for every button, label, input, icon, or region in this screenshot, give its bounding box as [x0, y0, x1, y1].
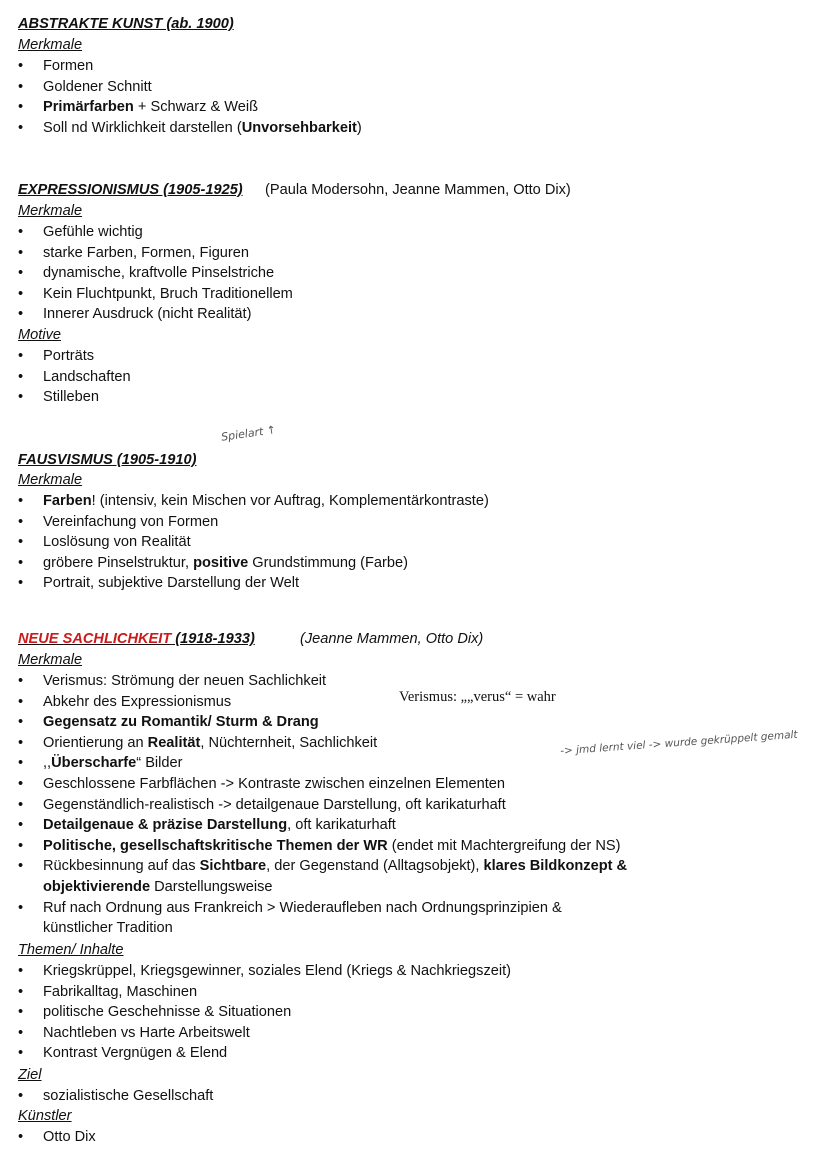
bullet-icon: •	[18, 58, 24, 74]
text-run: + Schwarz & Weiß	[133, 99, 259, 116]
bullet-icon: •	[18, 119, 24, 136]
subheading-ziel: Ziel	[18, 1067, 42, 1083]
text-run: , der Gegenstand (Alltagsobjekt),	[266, 858, 484, 875]
bullet-icon: •	[18, 1045, 24, 1062]
text-run: Orientierung an	[43, 734, 148, 751]
bullet-icon: •	[18, 513, 24, 530]
bullet-icon: •	[18, 306, 24, 323]
bullet-icon: •	[18, 534, 24, 551]
section-title-abstrakte-kunst: ABSTRAKTE KUNST (ab. 1900)	[18, 16, 234, 32]
list-item-text	[43, 77, 152, 97]
list-item-text	[43, 795, 506, 815]
bullet-icon: •	[18, 796, 24, 813]
list-item-text: Kriegskrüppel, Kriegsgewinner, soziales Elend (Kriegs & Nachkriegszeit)	[43, 963, 512, 979]
list-item-text: Stilleben	[43, 389, 99, 406]
text-run: ! (intensiv, kein Mischen vor Auftrag, Komplementärkontraste)	[91, 493, 489, 509]
list-item-text	[43, 856, 627, 876]
list-item-text	[43, 733, 377, 753]
title-years: (1918-1933)	[171, 631, 255, 647]
artists-expressionismus: (Paula Modersohn, Jeanne Mammen, Otto Dix)	[265, 182, 571, 198]
bullet-icon: •	[18, 899, 24, 916]
text-run: ,,	[43, 755, 52, 772]
bullet-icon: •	[18, 734, 24, 751]
text-run: , oft karikaturhaft	[287, 817, 396, 834]
bold-text: positive	[193, 554, 249, 571]
list-item-text	[43, 898, 562, 918]
subheading-merkmale: Merkmale	[18, 652, 83, 668]
bullet-icon: •	[18, 776, 24, 792]
bullet-icon: •	[18, 368, 24, 385]
list-item-text: Kein Fluchtpunkt, Bruch Traditionellem	[43, 285, 293, 302]
bullet-icon: •	[18, 265, 24, 282]
list-item-text	[43, 671, 326, 691]
text-run: Loslösung von Realität	[43, 534, 191, 551]
list-item-text: Nachtleben vs Harte Arbeitswelt	[43, 1024, 250, 1041]
list-item-text: Gefühle wichtig	[43, 224, 143, 240]
bullet-icon: •	[18, 1004, 24, 1021]
section-title-fauvismus: FAUSVISMUS (1905-1910)	[18, 452, 197, 468]
list-item-text	[43, 836, 620, 856]
subheading-motive: Motive	[18, 327, 61, 343]
bullet-icon: •	[18, 673, 24, 689]
list-item-text	[43, 512, 218, 532]
list-item-text	[43, 532, 191, 552]
bullet-icon: •	[18, 554, 24, 571]
text-run: Goldener Schnitt	[43, 78, 152, 95]
list-item-text	[43, 97, 258, 117]
text-run: gröbere Pinselstruktur,	[43, 554, 194, 571]
text-run: Soll nd Wirklichkeit darstellen (	[43, 119, 242, 136]
artists-neue-sachlichkeit: (Jeanne Mammen, Otto Dix)	[300, 631, 484, 647]
list-item-text: Otto Dix	[43, 1129, 96, 1145]
text-run: Ruf nach Ordnung aus Frankreich > Wiederaufleben nach Ordnungsprinzipien &	[43, 899, 562, 916]
list-item-text: Kontrast Vergnügen & Elend	[43, 1045, 228, 1062]
list-item-text: Landschaften	[43, 368, 131, 385]
bullet-icon: •	[18, 714, 24, 731]
bullet-icon: •	[18, 1088, 24, 1104]
bold-text: objektivierende	[43, 879, 151, 895]
list-item-text	[43, 491, 489, 511]
list-item-text: dynamische, kraftvolle Pinselstriche	[43, 265, 275, 282]
list-item-text: Innerer Ausdruck (nicht Realität)	[43, 306, 252, 323]
subheading-merkmale: Merkmale	[18, 472, 83, 488]
bullet-icon: •	[18, 963, 24, 979]
bullet-icon: •	[18, 983, 24, 1000]
verismus-note: Verismus: „„verus“ = wahr	[399, 689, 556, 705]
bold-text: Detailgenaue & präzise Darstellung	[43, 817, 288, 834]
subheading-merkmale: Merkmale	[18, 37, 83, 53]
bold-text: Unvorsehbarkeit	[241, 119, 357, 136]
bullet-icon: •	[18, 348, 24, 364]
text-run: Portrait, subjektive Darstellung der Welt	[43, 575, 300, 592]
list-item-text	[43, 753, 183, 773]
bullet-icon: •	[18, 99, 24, 116]
text-run: Abkehr des Expressionismus	[43, 693, 232, 710]
section-title-neue-sachlichkeit	[18, 629, 255, 649]
text-run: Verismus: Strömung der neuen Sachlichkeit	[43, 673, 327, 689]
text-run: Rückbesinnung auf das	[43, 858, 200, 875]
text-run: Gegenständlich-realistisch -> detailgenaue Darstellung, oft karikaturhaft	[43, 796, 506, 813]
text-run: Geschlossene Farbflächen -> Kontraste zwischen einzelnen Elementen	[43, 776, 505, 792]
text-run: Darstellungsweise	[150, 879, 273, 895]
list-item-text	[43, 118, 362, 138]
list-item-text	[43, 56, 93, 76]
list-item-text: Fabrikalltag, Maschinen	[43, 983, 198, 1000]
section-title-expressionismus: EXPRESSIONISMUS (1905-1925)	[18, 182, 243, 198]
list-item-text	[43, 712, 319, 732]
handwritten-note-gekrueppelt: -> jmd lernt viel -> wurde gekrüppelt gemalt	[559, 728, 798, 758]
bold-text: Realität	[147, 734, 201, 751]
bullet-icon: •	[18, 837, 24, 854]
list-item-text	[43, 877, 273, 897]
text-run: “ Bilder	[136, 755, 183, 772]
list-item-text	[43, 815, 396, 835]
text-run: , Nüchternheit, Sachlichkeit	[200, 734, 378, 751]
list-item-text: Porträts	[43, 348, 95, 364]
bullet-icon: •	[18, 817, 24, 834]
bold-text: klares Bildkonzept &	[483, 858, 628, 875]
bullet-icon: •	[18, 389, 24, 406]
text-run: künstlicher Tradition	[43, 920, 173, 937]
bullet-icon: •	[18, 1129, 24, 1145]
bullet-icon: •	[18, 755, 24, 772]
bullet-icon: •	[18, 693, 24, 710]
title-red-part: NEUE SACHLICHKEIT	[18, 631, 172, 647]
list-item-text	[43, 774, 505, 794]
bullet-icon: •	[18, 78, 24, 95]
bullet-icon: •	[18, 493, 24, 509]
bullet-icon: •	[18, 575, 24, 592]
text-run: )	[356, 119, 362, 136]
bullet-icon: •	[18, 1024, 24, 1041]
bullet-icon: •	[18, 285, 24, 302]
list-item-text	[43, 692, 231, 712]
handwritten-note-spielart: Spielart ↑	[220, 423, 277, 444]
text-run: Vereinfachung von Formen	[43, 513, 219, 530]
list-item-text: politische Geschehnisse & Situationen	[43, 1004, 292, 1021]
bold-text: Politische, gesellschaftskritische Themen der WR	[43, 837, 388, 854]
list-item-text: sozialistische Gesellschaft	[43, 1088, 214, 1104]
subheading-themen: Themen/ Inhalte	[18, 942, 124, 958]
list-item-text: starke Farben, Formen, Figuren	[43, 244, 250, 261]
bullet-icon: •	[18, 244, 24, 261]
bullet-icon: •	[18, 224, 24, 240]
text-run: Formen	[43, 58, 94, 74]
list-item-text	[43, 573, 299, 593]
list-item-text	[43, 918, 173, 938]
subheading-kuenstler: Künstler	[18, 1108, 72, 1124]
text-run: Grundstimmung (Farbe)	[248, 554, 409, 571]
list-item-text	[43, 553, 408, 573]
bold-text: Überscharfe	[51, 755, 137, 772]
bold-text: Gegensatz zu Romantik/ Sturm & Drang	[43, 714, 319, 731]
bold-text: Farben	[43, 493, 92, 509]
bold-text: Sichtbare	[199, 858, 267, 875]
bullet-icon: •	[18, 858, 24, 875]
bold-text: Primärfarben	[43, 99, 134, 116]
text-run: (endet mit Machtergreifung der NS)	[387, 837, 621, 854]
subheading-merkmale: Merkmale	[18, 203, 83, 219]
